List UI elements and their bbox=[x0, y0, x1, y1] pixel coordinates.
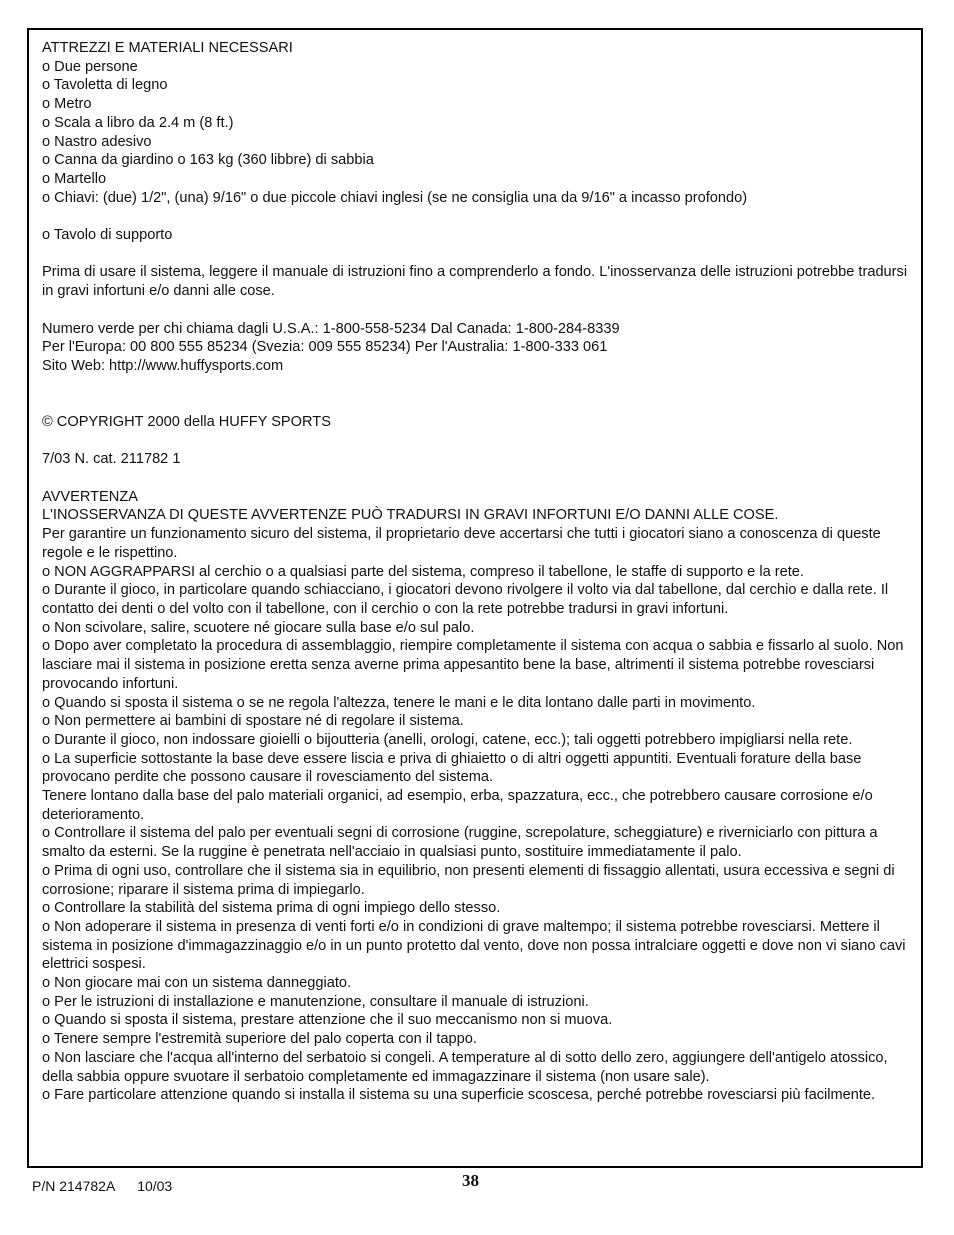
warning-item: o Controllare il sistema del palo per eventuali segni di corrosione (ruggine, screpolature, scheggiature) e riverniciarlo con pittura a smalto da esterni. Se la ruggine è penetrata nell'acciaio in qualsiasi punto, sostituire immediatamente il palo. bbox=[42, 825, 878, 861]
tools-heading: ATTREZZI E MATERIALI NECESSARI bbox=[42, 40, 293, 56]
page-number: 38 bbox=[462, 1171, 479, 1190]
warning-item: o Non permettere ai bambini di spostare né di regolare il sistema. bbox=[42, 713, 464, 730]
contact-line: Sito Web: http://www.huffysports.com bbox=[42, 357, 284, 374]
warning-item: o La superficie sottostante la base deve essere liscia e priva di ghiaietto o di altri oggetti appuntiti. Eventuali forature della base provocano perdite che possono causare il rovesciamento del sistema. bbox=[42, 750, 862, 786]
warning-item: o Prima di ogni uso, controllare che il sistema sia in equilibrio, non presenti elementi di fissaggio allentati, usura eccessiva e segni di corrosione; riparare il sistema prima di impiegarlo. bbox=[42, 862, 895, 898]
tool-item: o Tavoletta di legno bbox=[42, 77, 168, 94]
warning-item: o Fare particolare attenzione quando si installa il sistema su una superficie scoscesa, perché potrebbe rovesciarsi più facilmente. bbox=[42, 1087, 876, 1104]
document-body bbox=[42, 39, 912, 1105]
warning-item: o Non scivolare, salire, scuotere né giocare sulla base e/o sul palo. bbox=[42, 619, 475, 636]
warning-item: o Durante il gioco, in particolare quando schiacciano, i giocatori devono rivolgere il volto via dal tabellone, dal cerchio e dalla rete. Il contatto dei denti o del volto con il tabellone, con il cerchio o con la rete potrebbe tradursi in gravi infortuni. bbox=[42, 582, 889, 617]
tool-item: o Nastro adesivo bbox=[42, 133, 152, 150]
warning-item: o Dopo aver completato la procedura di assemblaggio, riempire completamente il sistema con acqua o sabbia e fissarlo al suolo. Non lasciare mai il sistema in posizione eretta senza averne prima appesantito bene la base, altrimenti il sistema potrebbe rovesciarsi provocando infortuni. bbox=[42, 638, 904, 692]
page-frame bbox=[27, 28, 923, 1168]
footer-date: 10/03 bbox=[137, 1178, 173, 1194]
warning-item: o Non giocare mai con un sistema danneggiato. bbox=[42, 975, 352, 992]
warning-heading: AVVERTENZA bbox=[42, 488, 138, 505]
warning-item: o Per le istruzioni di installazione e manutenzione, consultare il manuale di istruzioni. bbox=[42, 993, 589, 1010]
warning-item: o Non adoperare il sistema in presenza di venti forti e/o in condizioni di grave maltempo; il sistema potrebbe rovesciarsi. Mettere il sistema in posizione d'immagazzinaggio e/o in un punto protetto dal vento, dove non possa intralciare oggetti e dove non vi siano cavi elettrici sospesi. bbox=[42, 918, 906, 973]
warning-item: o Non lasciare che l'acqua all'interno del serbatoio si congeli. A temperature al di sotto dello zero, aggiungere dell'antigelo atossico, della sabbia oppure svuotare il serbatoio completamente ed immagazzinare il sistema (non usare sale). bbox=[42, 1049, 888, 1085]
contact-line: Numero verde per chi chiama dagli U.S.A.: 1-800-558-5234 Dal Canada: 1-800-284-8339 bbox=[42, 320, 620, 337]
tool-item: o Due persone bbox=[42, 58, 138, 75]
tool-item-extra: o Tavolo di supporto bbox=[42, 227, 173, 244]
warning-item: o Durante il gioco, non indossare gioielli o bijoutteria (anelli, orologi, catene, ecc.); tali oggetti potrebbero impigliarsi nella rete. bbox=[42, 731, 853, 748]
footer-part-info bbox=[32, 1178, 190, 1194]
copyright: © COPYRIGHT 2000 della HUFFY SPORTS bbox=[42, 414, 331, 430]
tool-item: o Chiavi: (due) 1/2", (una) 9/16" o due piccole chiavi inglesi (se ne consiglia una da 9/16" a incasso profondo) bbox=[42, 189, 748, 206]
warning-item: Tenere lontano dalla base del palo materiali organici, ad esempio, erba, spazzatura, ecc., che potrebbero causare corrosione e/o deterioramento. bbox=[42, 788, 873, 823]
warning-item: o Controllare la stabilità del sistema prima di ogni impiego dello stesso. bbox=[42, 900, 501, 917]
intro-paragraph: Prima di usare il sistema, leggere il manuale di istruzioni fino a comprenderlo a fondo. L'inosservanza delle istruzioni potrebbe tradursi in gravi infortuni e/o danni alle cose. bbox=[42, 264, 908, 300]
warning-item: o Tenere sempre l'estremità superiore del palo coperta con il tappo. bbox=[42, 1031, 477, 1048]
tool-item: o Scala a libro da 2.4 m (8 ft.) bbox=[42, 114, 234, 131]
warning-caps: L'INOSSERVANZA DI QUESTE AVVERTENZE PUÒ TRADURSI IN GRAVI INFORTUNI E/O DANNI ALLE COSE. bbox=[42, 507, 779, 524]
part-number: P/N 214782A bbox=[32, 1178, 116, 1194]
warning-item: Per garantire un funzionamento sicuro del sistema, il proprietario deve accertarsi che tutti i giocatori siano a conoscenza di queste regole e le rispettino. bbox=[42, 526, 881, 561]
tool-item: o Martello bbox=[42, 170, 107, 187]
warning-item: o NON AGGRAPPARSI al cerchio o a qualsiasi parte del sistema, compreso il tabellone, le staffe di supporto e la rete. bbox=[42, 563, 804, 580]
catalog-number: 7/03 N. cat. 211782 1 bbox=[42, 451, 181, 468]
tool-item: o Canna da giardino o 163 kg (360 libbre) di sabbia bbox=[42, 152, 374, 169]
warning-item: o Quando si sposta il sistema o se ne regola l'altezza, tenere le mani e le dita lontano dalle parti in movimento. bbox=[42, 694, 756, 711]
contact-line: Per l'Europa: 00 800 555 85234 (Svezia: 009 555 85234) Per l'Australia: 1-800-333 061 bbox=[42, 339, 608, 356]
tool-item: o Metro bbox=[42, 96, 92, 113]
warning-item: o Quando si sposta il sistema, prestare attenzione che il suo meccanismo non si muova. bbox=[42, 1012, 613, 1029]
